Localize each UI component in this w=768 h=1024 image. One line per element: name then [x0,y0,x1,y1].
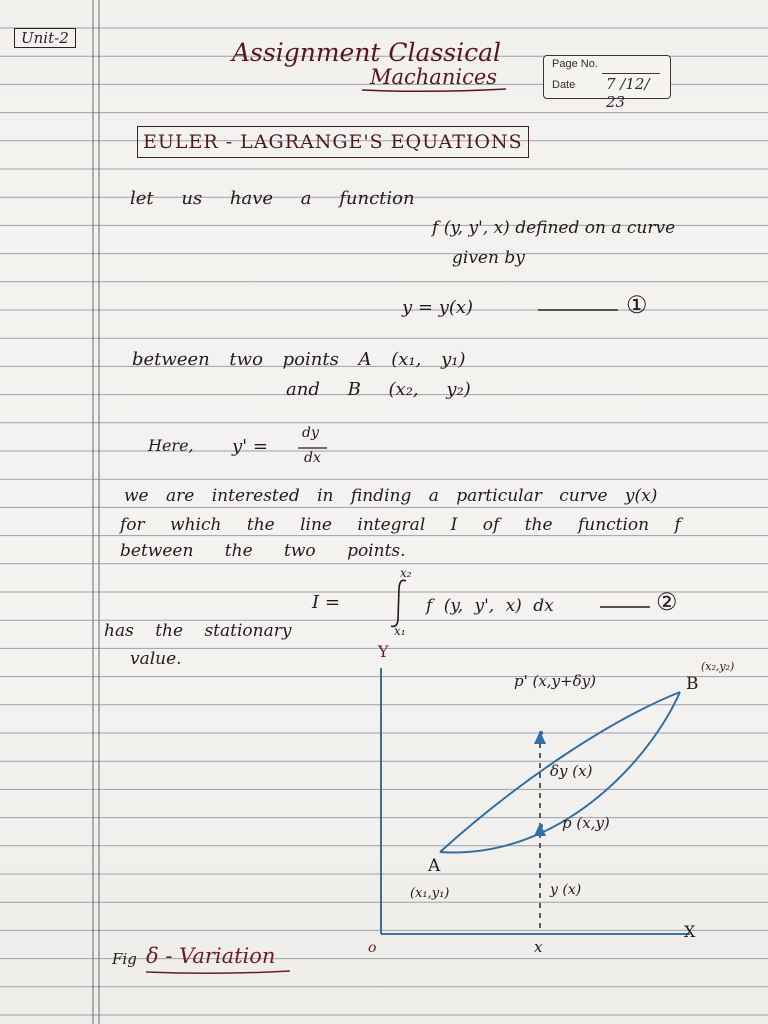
derivative-lhs: y' = [232,436,268,457]
x-axis-label: X [684,922,696,941]
y-axis-label: Y [378,642,389,661]
date-value: 7 /12/ 23 [606,75,650,111]
point-a-label: A [428,856,441,876]
point-p-prime-label: p' (x,y+δy) [514,672,596,690]
delta-y-label: δy (x) [550,762,593,780]
point-p-label: p (x,y) [562,814,610,832]
point-b-coords: (x₂,y₂) [701,660,735,673]
point-b-label: B [686,674,699,694]
equation-2-number: ② [656,588,678,616]
figure-caption-prefix: Fig [112,950,137,968]
integral-lower-limit: x₁ [394,624,406,638]
derivative-denominator: dx [304,450,321,466]
line-1: let us have a function [130,188,415,209]
assignment-title: Assignment Classical [232,38,501,67]
equation-1: y = y(x) [402,297,474,318]
line-2: f (y, y', x) defined on a curve [432,218,676,238]
assignment-subtitle: Machanices [370,65,498,89]
line-10: between the two points. [120,541,406,561]
x-tick-label: x [534,938,543,956]
y-of-x-label: y (x) [550,882,582,898]
origin-label: o [368,940,377,956]
line-8: we are interested in finding a particular curve y(x) [124,486,658,506]
line-3: given by [452,248,525,268]
caption-underline [144,969,294,975]
figure-caption: δ - Variation [146,944,276,968]
line-13: value. [130,649,182,669]
point-p-prime-dot [539,731,543,735]
line-12: has the stationary [104,621,292,641]
line-5: between two points A (x₁, y₁) [132,349,466,370]
derivative-numerator: dy [302,425,319,441]
here-label: Here, [148,436,194,455]
line-6: and B (x₂, y₂) [286,379,471,400]
line-9: for which the line integral I of the function f [120,515,681,535]
point-p-dot [539,824,543,828]
section-heading: EULER - LAGRANGE'S EQUATIONS [137,126,529,158]
integrand: f (y, y', x) dx [426,596,554,616]
point-a-coords: (x₁,y₁) [410,886,450,901]
integral-upper-limit: x₂ [400,566,412,580]
page-no-label: Page No. [552,58,598,70]
unit-label: Unit-2 [14,28,76,48]
equation-1-number: ① [626,291,648,319]
integral-lhs: I = [312,592,340,613]
date-label: Date [552,79,576,91]
